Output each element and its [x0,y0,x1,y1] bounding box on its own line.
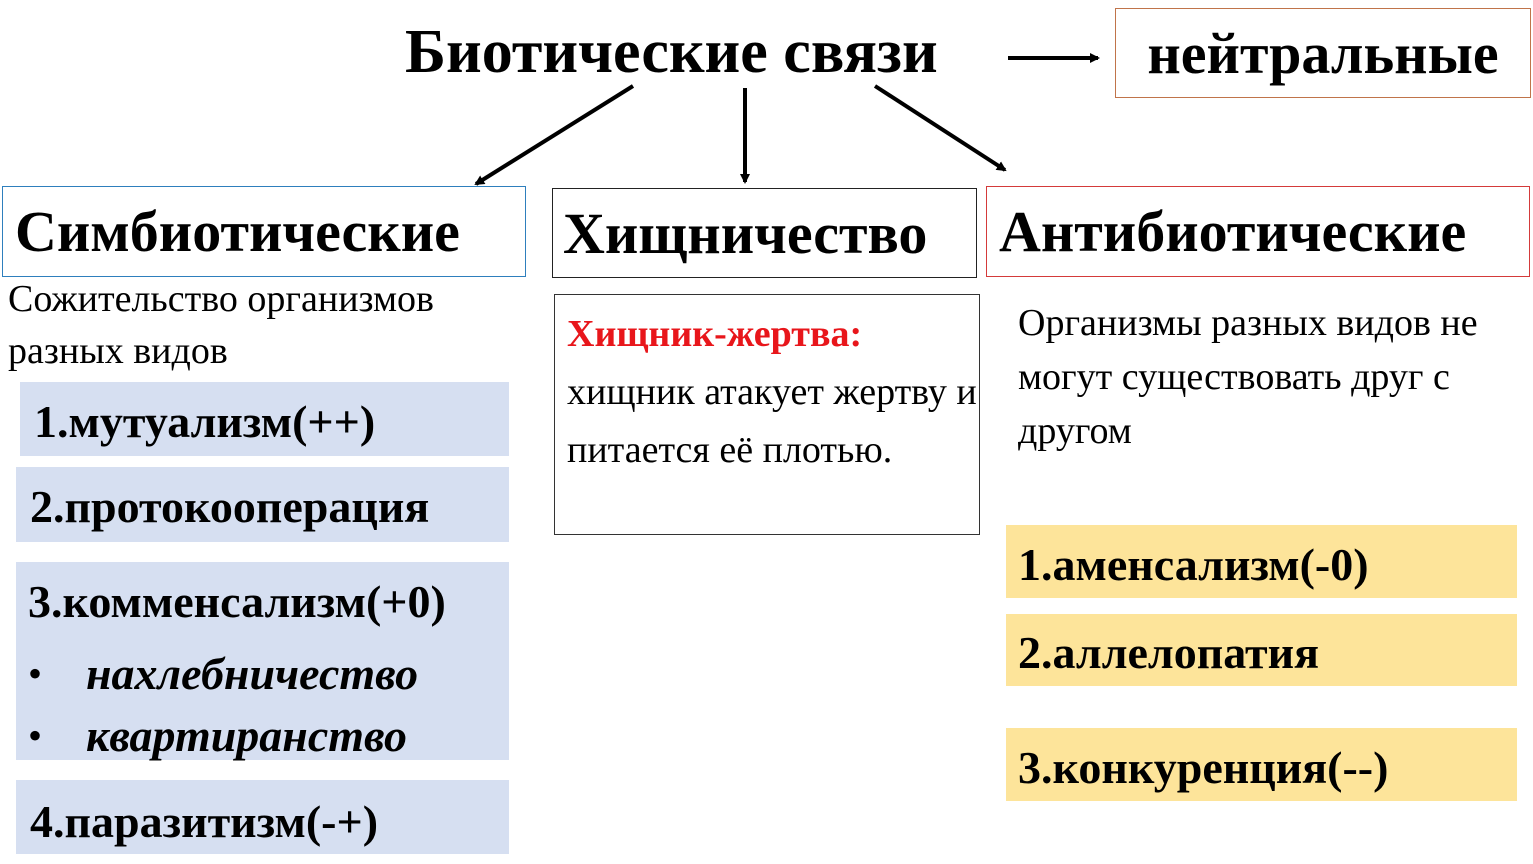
symbiotic-item-3-box [16,562,509,760]
symbiotic-item-4: 4.паразитизм(-+) [16,780,509,854]
predator-prey-heading: Хищник-жертва: [567,313,863,355]
neutral-box: нейтральные [1115,8,1531,98]
antibiotic-item-3: 3.конкуренция(--) [1006,728,1517,801]
antibiotic-item-2: 2.аллелопатия [1006,614,1517,686]
arrow-to-symbiotic [476,86,633,184]
bullet-icon: • [28,650,43,696]
subitem-label: нахлебничество [86,647,419,699]
predation-text: хищник атакует жертву и питается её плотью. [567,371,977,471]
antibiotic-header: Антибиотические [986,186,1530,277]
antibiotic-description: Организмы разных видов не могут существовать друг с другом [1018,302,1478,452]
subitem-freeloading [16,642,509,704]
symbiotic-item-3: 3.комменсализм(+0) [28,576,446,627]
symbiotic-description: Сожительство организмов разных видов [8,278,434,372]
predation-box [554,294,980,535]
antibiotic-item-1: 1.аменсализм(-0) [1006,525,1517,598]
symbiotic-item-2: 2.протокооперация [16,467,509,542]
arrow-to-antibiotic [875,86,1005,170]
bullet-icon: • [28,712,43,758]
subitem-tenancy [16,704,509,766]
symbiotic-item-1: 1.мутуализм(++) [20,382,509,456]
symbiotic-header: Симбиотические [2,186,526,277]
predation-header: Хищничество [552,188,977,278]
subitem-label: квартиранство [86,709,407,761]
diagram-title: Биотические связи [405,18,938,86]
